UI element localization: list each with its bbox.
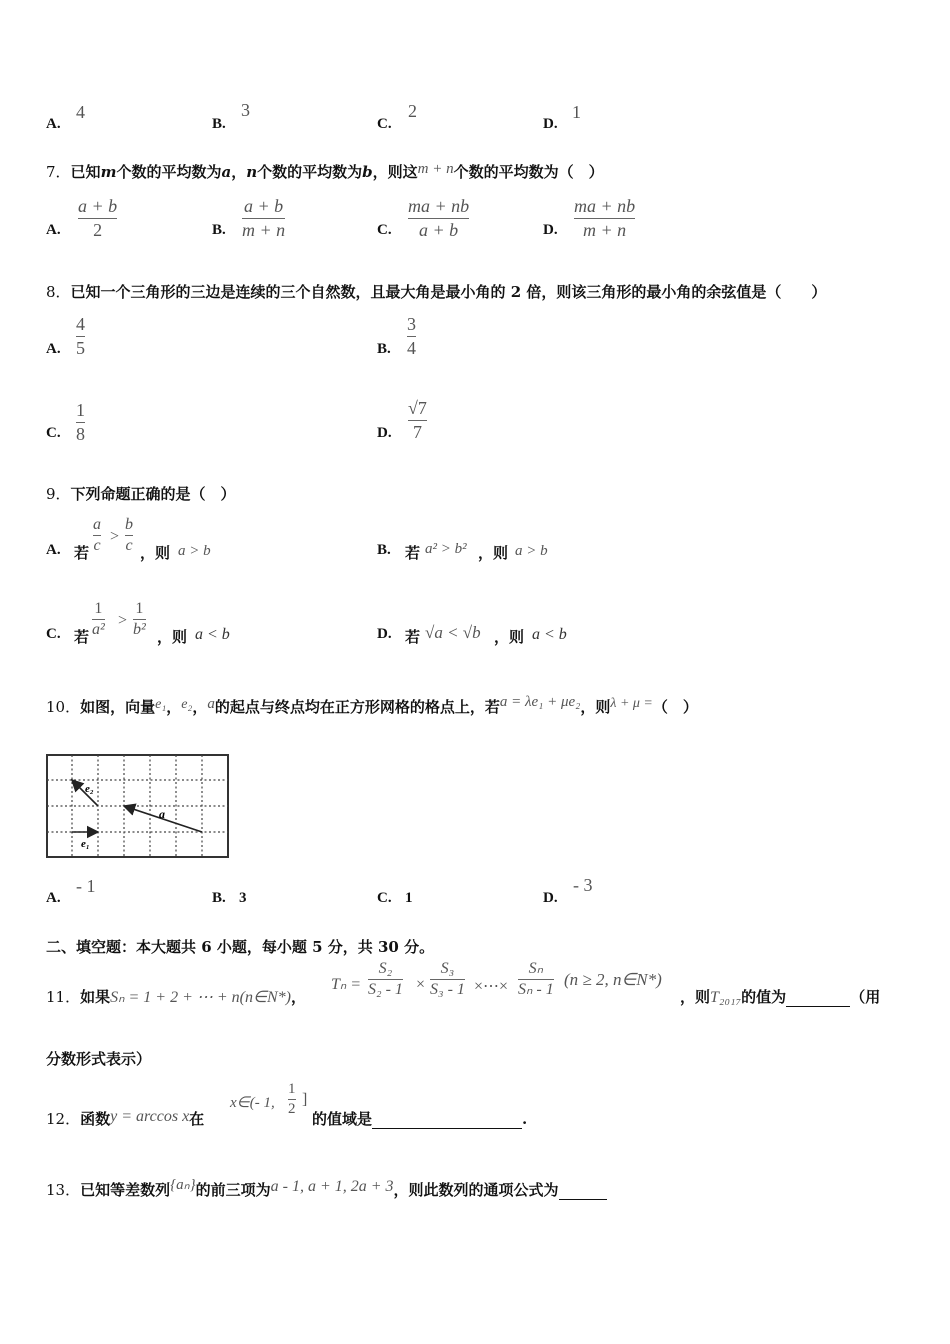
q7-text: 个数的平均数为 bbox=[116, 163, 222, 181]
q10-option-d-label: D. bbox=[543, 890, 558, 906]
q6-option-c-label: C. bbox=[377, 116, 392, 132]
q10-text: 的起点与终点均在正方形网格的格点上，若 bbox=[214, 698, 500, 716]
question-9 bbox=[46, 483, 236, 504]
q9-option-d-label: D. bbox=[377, 626, 392, 642]
q11-condition: (n ≥ 2, n∈N*) bbox=[564, 970, 662, 989]
q13-text: ，则此数列的通项公式为 bbox=[393, 1181, 559, 1199]
q6-option-c-value: 2 bbox=[408, 101, 417, 121]
q11-dots: ×⋯× bbox=[474, 978, 509, 995]
q13-text: 的前三项为 bbox=[195, 1181, 271, 1199]
vector-e2: e₂ bbox=[181, 697, 193, 712]
q10-text: 如图，向量 bbox=[80, 698, 156, 716]
q9-option-b-label: B. bbox=[377, 542, 391, 558]
q6-option-d-value: 1 bbox=[572, 102, 581, 122]
q6-option-d-label: D. bbox=[543, 116, 558, 132]
q9-a-frac-1: a c bbox=[93, 516, 101, 555]
q9-ruo: 若 bbox=[405, 544, 421, 562]
q11-t2017: T₂₀₁₇ bbox=[710, 989, 742, 1006]
q9-a-conclusion: a > b bbox=[178, 543, 211, 559]
q9-d-conclusion: a < b bbox=[532, 626, 567, 643]
q6-option-b-value: 3 bbox=[241, 100, 250, 120]
q10-option-a-value: - 1 bbox=[76, 876, 96, 896]
q11-sn-definition: Sₙ = 1 + 2 + ⋯ + n(n∈N*) bbox=[110, 989, 291, 1006]
var-b: b bbox=[362, 163, 373, 181]
q7-option-d-fraction: ma + nb m + n bbox=[574, 196, 636, 240]
q6-option-a-value: 4 bbox=[76, 102, 85, 122]
q7-option-c-label: C. bbox=[377, 222, 392, 238]
q11-frac-3: Sₙ Sₙ - 1 bbox=[518, 960, 554, 999]
q9-option-a-label: A. bbox=[46, 542, 61, 558]
q9-ruo: 若 bbox=[74, 628, 90, 646]
question-number: 10． bbox=[46, 698, 81, 716]
vector-e1: e₁ bbox=[155, 697, 167, 712]
question-8 bbox=[46, 281, 826, 302]
q9-c-frac-2: 1 b² bbox=[133, 600, 146, 639]
q10-option-a-label: A. bbox=[46, 890, 61, 906]
q12-domain: x∈(- 1, bbox=[230, 1095, 275, 1111]
q10-text: （ ） bbox=[652, 698, 698, 716]
q10-option-d-value: - 3 bbox=[573, 875, 593, 895]
q12-function: y = arccos x bbox=[110, 1108, 190, 1125]
q11-text: 如果 bbox=[80, 988, 111, 1006]
q7-text: 个数的平均数为 bbox=[257, 163, 363, 181]
q8-option-c-fraction: 1 8 bbox=[76, 400, 85, 444]
q6-option-a-label: A. bbox=[46, 116, 61, 132]
q8-text: 已知一个三角形的三边是连续的三个自然数，且最大角是最小角的 2 倍，则该三角形的最小角的余弦值是（ ） bbox=[70, 283, 827, 301]
q10-option-b-label: B. bbox=[212, 890, 226, 906]
var-n: n bbox=[246, 163, 258, 181]
question-11-tail bbox=[680, 986, 880, 1007]
question-number: 12． bbox=[46, 1110, 81, 1128]
question-number: 11． bbox=[46, 988, 81, 1006]
q8-option-d-fraction: √7 7 bbox=[408, 398, 427, 442]
q6-option-b-label: B. bbox=[212, 116, 226, 132]
q8-option-a-label: A. bbox=[46, 341, 61, 357]
q7-text: 个数的平均数为（ ） bbox=[453, 163, 604, 181]
q13-sequence: {aₙ} bbox=[170, 1177, 196, 1193]
question-11-lead bbox=[46, 986, 306, 1007]
q7-option-c-fraction: ma + nb a + b bbox=[408, 196, 470, 240]
q8-option-a-fraction: 4 5 bbox=[76, 314, 85, 358]
q8-option-b-fraction: 3 4 bbox=[407, 314, 416, 358]
q9-c-op: > bbox=[118, 612, 128, 629]
question-12-lead bbox=[46, 1108, 204, 1129]
q11-tn-lhs: Tₙ = bbox=[331, 976, 362, 993]
question-number: 13． bbox=[46, 1181, 81, 1199]
question-10 bbox=[46, 696, 698, 717]
q12-bracket: ] bbox=[302, 1091, 308, 1108]
var-a: a bbox=[221, 163, 232, 181]
q9-b-conclusion: a > b bbox=[515, 543, 548, 559]
question-13 bbox=[46, 1179, 607, 1200]
q7-text: ， bbox=[231, 163, 247, 181]
q9-a-frac-2: b c bbox=[125, 516, 133, 555]
q9-a-op: > bbox=[110, 528, 120, 545]
q9-ze: ，则 bbox=[494, 628, 525, 646]
q7-option-b-fraction: a + b m + n bbox=[242, 196, 286, 240]
q7-text: 已知 bbox=[70, 163, 101, 181]
q10-sum: λ + μ = bbox=[610, 696, 653, 711]
question-number: 8． bbox=[46, 283, 71, 301]
q13-text: 已知等差数列 bbox=[80, 1181, 171, 1199]
section-2-header: 二、填空题：本大题共 6 小题，每小题 5 分，共 30 分。 bbox=[46, 938, 435, 956]
q12-text: 函数 bbox=[80, 1110, 111, 1128]
math-m-plus-n: m + n bbox=[417, 161, 454, 177]
question-number: 7． bbox=[46, 163, 71, 181]
q13-terms: a - 1, a + 1, 2a + 3 bbox=[270, 1178, 394, 1195]
q9-text: 下列命题正确的是（ ） bbox=[70, 485, 236, 503]
q8-option-c-label: C. bbox=[46, 425, 61, 441]
q10-equation: a = λe₁ + μe₂ bbox=[499, 694, 581, 710]
q10-option-b-value: 3 bbox=[239, 890, 247, 906]
q13-answer-blank[interactable] bbox=[559, 1185, 607, 1200]
q11-text: 的值为 bbox=[741, 988, 787, 1006]
q11-text: ， bbox=[290, 988, 306, 1006]
q9-c-conclusion: a < b bbox=[195, 626, 230, 643]
q11-frac-2: S₃ S₃ - 1 bbox=[430, 960, 465, 999]
q12-text: 在 bbox=[189, 1110, 205, 1128]
q12-text: . bbox=[522, 1110, 528, 1128]
q11-text: ，则 bbox=[680, 988, 711, 1006]
q10-text: ，则 bbox=[580, 698, 611, 716]
q9-ruo: 若 bbox=[74, 544, 90, 562]
vector-a: a bbox=[207, 696, 215, 712]
q12-answer-blank[interactable] bbox=[372, 1114, 522, 1129]
q8-option-d-label: D. bbox=[377, 425, 392, 441]
q10-text: ， bbox=[166, 698, 182, 716]
question-11-continued: 分数形式表示） bbox=[46, 1050, 152, 1068]
q9-b-expr: a² > b² bbox=[425, 541, 467, 557]
question-12-tail bbox=[312, 1108, 527, 1129]
q11-times: × bbox=[416, 976, 426, 993]
q9-d-expr: √a < √b bbox=[425, 623, 481, 642]
q9-c-frac-1: 1 a² bbox=[92, 600, 105, 639]
q10-text: ， bbox=[192, 698, 208, 716]
label-e2: e₂ bbox=[85, 783, 94, 795]
label-e1: e₁ bbox=[81, 838, 90, 850]
q7-option-b-label: B. bbox=[212, 222, 226, 238]
q9-ze: ，则 bbox=[157, 628, 188, 646]
q10-option-c-value: 1 bbox=[405, 890, 413, 906]
question-number: 9． bbox=[46, 485, 71, 503]
q9-ze: ，则 bbox=[478, 544, 509, 562]
question-7 bbox=[46, 161, 604, 182]
label-a: a bbox=[159, 807, 165, 821]
q11-answer-blank[interactable] bbox=[786, 992, 850, 1007]
q12-text: 的值域是 bbox=[312, 1110, 373, 1128]
q9-option-c-label: C. bbox=[46, 626, 61, 642]
vector-grid-figure bbox=[45, 753, 230, 859]
q7-text: ，则这 bbox=[372, 163, 418, 181]
q7-option-a-fraction: a + b 2 bbox=[78, 196, 118, 240]
q12-frac: 1 2 bbox=[288, 1081, 296, 1118]
q7-option-d-label: D. bbox=[543, 222, 558, 238]
q7-option-a-label: A. bbox=[46, 222, 61, 238]
q8-option-b-label: B. bbox=[377, 341, 391, 357]
q9-ruo: 若 bbox=[405, 628, 421, 646]
var-m: m bbox=[100, 163, 117, 181]
q11-frac-1: S₂ S₂ - 1 bbox=[368, 960, 403, 999]
q9-ze: ，则 bbox=[140, 544, 171, 562]
q10-option-c-label: C. bbox=[377, 890, 392, 906]
q11-text: （用 bbox=[850, 988, 881, 1006]
